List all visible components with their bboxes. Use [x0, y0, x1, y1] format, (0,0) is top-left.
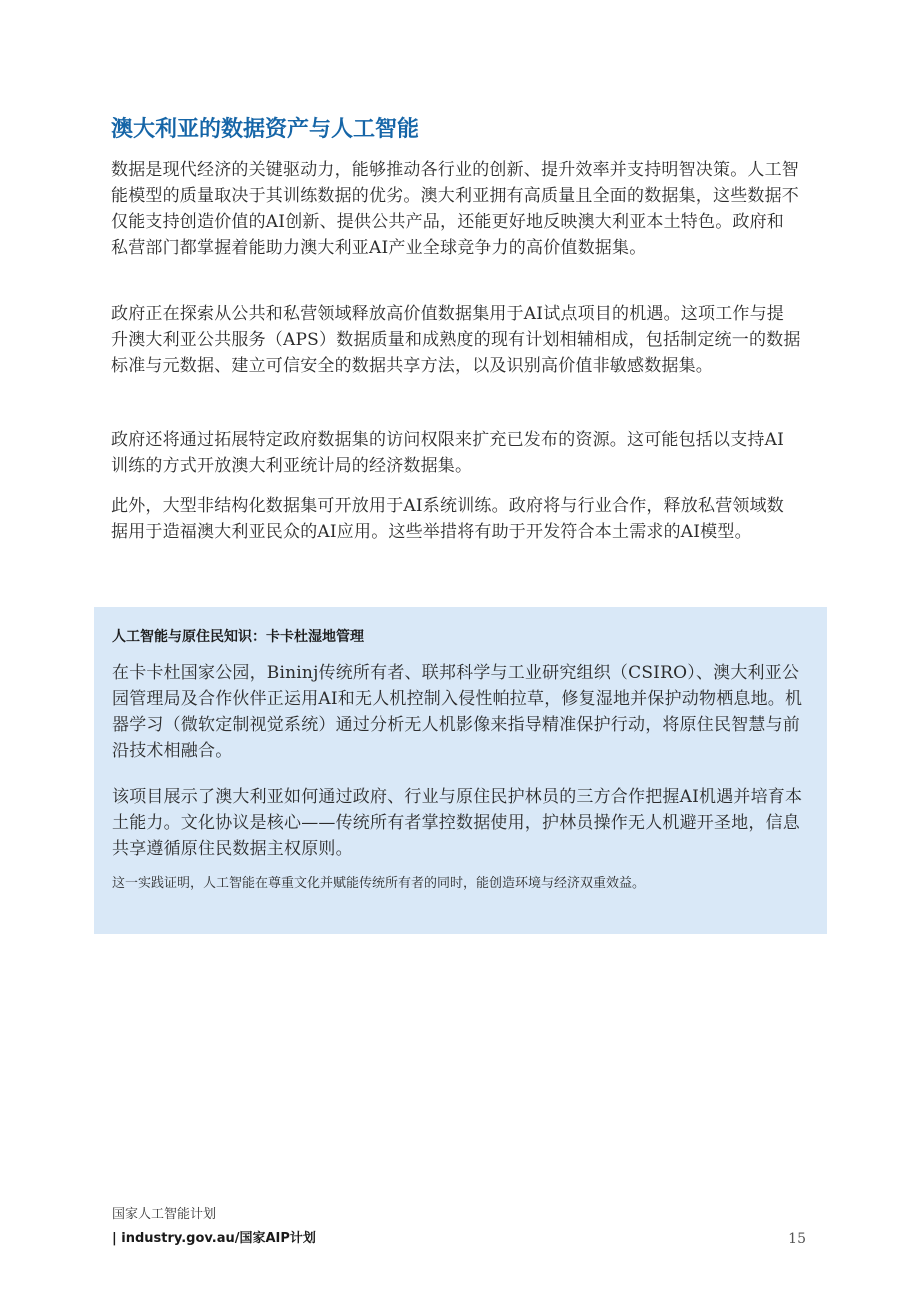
footer-separator: | — [112, 1231, 117, 1246]
body-paragraph-unstructured-data: 此外，大型非结构化数据集可开放用于AI系统训练。政府将与行业合作，释放私营领域数据用于造福澳大利亚民众的AI应用。这些举措将有助于开发符合本土需求的AI模型。 — [111, 496, 784, 542]
page-title: 澳大利亚的数据资产与人工智能 — [111, 117, 420, 142]
footer-publication-label: 国家人工智能计划 — [112, 1207, 217, 1222]
footer-url-line — [112, 1229, 316, 1249]
callout-heading: 人工智能与原住民知识：卡卡杜湿地管理 — [112, 629, 364, 645]
callout-paragraph-partnership: 该项目展示了澳大利亚如何通过政府、行业与原住民护林员的三方合作把握AI机遇并培育本土能力。文化协议是核心——传统所有者掌控数据使用，护林员操作无人机避开圣地，信息共享遵循原住民数据主权原则。 — [112, 787, 803, 859]
body-paragraph-expanded-access: 政府还将通过拓展特定政府数据集的访问权限来扩充已发布的资源。这可能包括以支持AI训练的方式开放澳大利亚统计局的经济数据集。 — [111, 430, 784, 476]
callout-paragraph-kakadu: 在卡卡杜国家公园，Bininj传统所有者、联邦科学与工业研究组织（CSIRO）、澳大利亚公园管理局及合作伙伴正运用AI和无人机控制入侵性帕拉草，修复湿地并保护动物栖息地。机器学习（微软定制视觉系统）通过分析无人机影像来指导精准保护行动，将原住民智慧与前沿技术相融合。 — [112, 663, 803, 761]
footer-url-link[interactable]: industry.gov.au/国家AIP计划 — [121, 1231, 316, 1246]
page-number: 15 — [788, 1231, 806, 1247]
case-study-callout — [94, 607, 827, 934]
body-paragraph-government-exploration: 政府正在探索从公共和私营领域释放高价值数据集用于AI试点项目的机遇。这项工作与提升澳大利亚公共服务（APS）数据质量和成熟度的现有计划相辅相成，包括制定统一的数据标准与元数据、建立可信安全的数据共享方法，以及识别高价值非敏感数据集。 — [111, 304, 801, 376]
body-paragraph-data-drivers: 数据是现代经济的关键驱动力，能够推动各行业的创新、提升效率并支持明智决策。人工智能模型的质量取决于其训练数据的优劣。澳大利亚拥有高质量且全面的数据集，这些数据不仅能支持创造价值的AI创新、提供公共产品，还能更好地反映澳大利亚本土特色。政府和私营部门都掌握着能助力澳大利亚AI产业全球竞争力的高价值数据集。 — [111, 160, 799, 258]
callout-closing-note: 这一实践证明，人工智能在尊重文化并赋能传统所有者的同时，能创造环境与经济双重效益。 — [112, 876, 646, 891]
